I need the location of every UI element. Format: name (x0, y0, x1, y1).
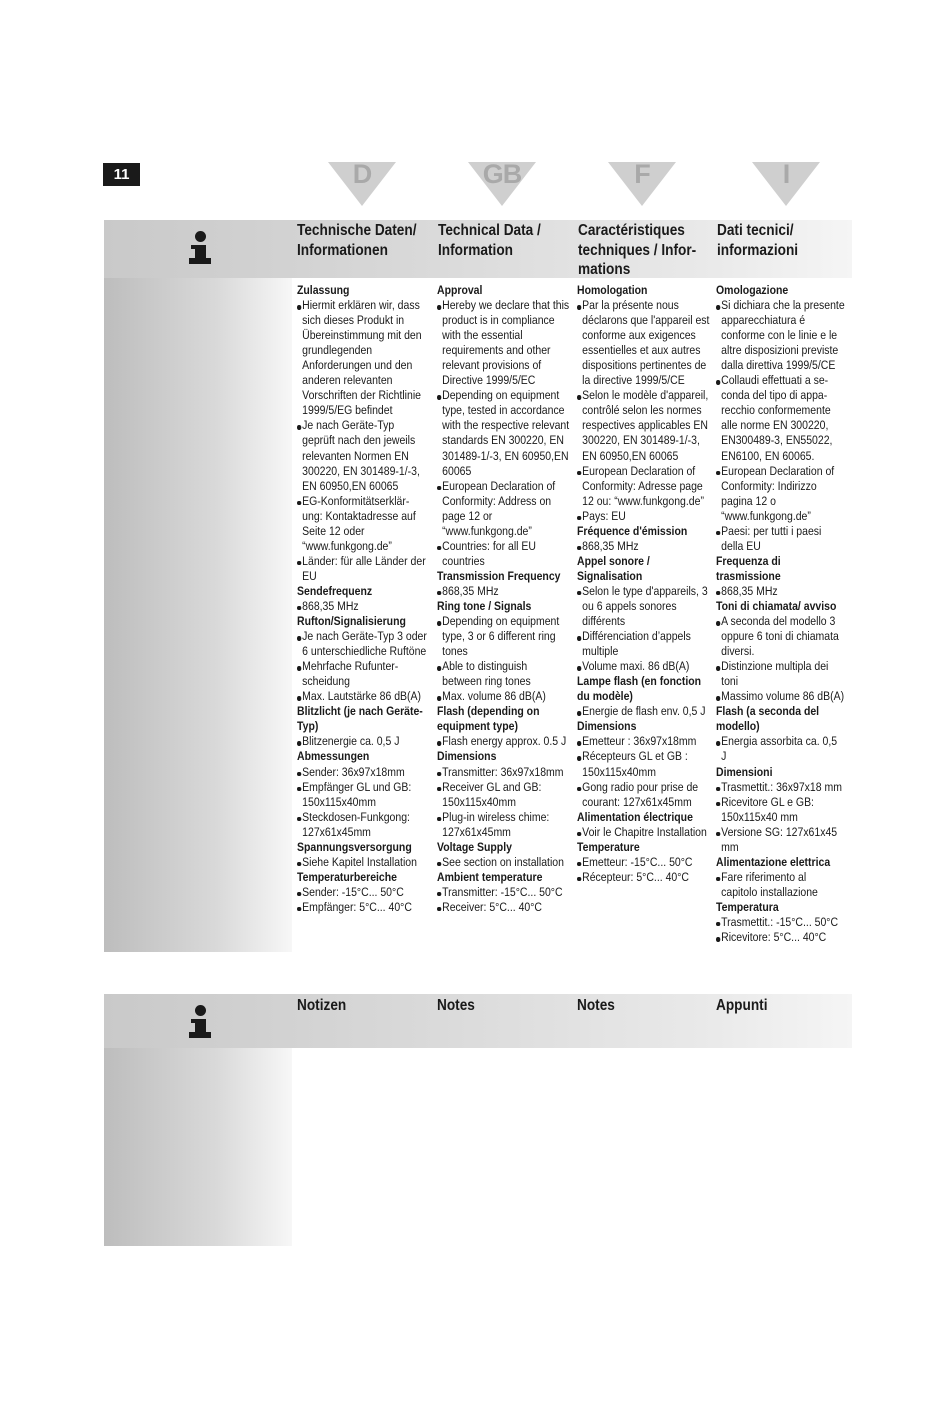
spec-item: Selon le modèle d'appareil, contrôlé selon les normes respectives applicables EN 300220, EN 301489-1/-3, EN 60950,EN 60065 (577, 388, 709, 463)
spec-item: EG-Konformitätserklär-ung: Kontaktadresse auf Seite 12 oder “www.funkgong.de” (297, 494, 429, 554)
section-heading: Homologation (577, 283, 648, 297)
spec-item: Distinzione multipla dei toni (716, 659, 845, 689)
spec-item: Empfänger GL und GB: 150x115x40mm (297, 780, 429, 810)
spec-item: Emetteur : 36x97x18mm (577, 734, 709, 749)
spec-item: Flash energy approx. 0.5 J (437, 734, 569, 749)
section-heading: Zulassung (297, 283, 350, 297)
language-code: D (352, 159, 372, 189)
tech-title-gb: Technical Data / Information (438, 222, 541, 259)
spec-item: Volume maxi. 86 dB(A) (577, 659, 709, 674)
section-heading: Ambient temperature (437, 869, 543, 884)
page-number: 11 (103, 163, 140, 186)
spec-item: Transmitter: 36x97x18mm (437, 765, 569, 780)
language-code: F (634, 159, 650, 189)
spec-item: Récepteurs GL et GB : 150x115x40mm (577, 749, 709, 779)
notes-side-band (104, 1048, 292, 1246)
spec-item: European Declaration of Conformity: Adresse page 12 ou: “www.funkgong.de” (577, 464, 709, 509)
spec-item: Par la présente nous déclarons que l'appareil est conforme aux exigences essentielles et aux autres dispositions pertinentes de la directive 1999/5/CE (577, 298, 709, 388)
section-heading: Temperaturbereiche (297, 869, 398, 884)
section-heading: Fréquence d'émission (577, 523, 688, 538)
spec-item: Steckdosen-Funkgong: 127x61x45mm (297, 810, 429, 840)
spec-item: Able to distinguish between ring tones (437, 659, 569, 689)
section-heading: Alimentazione elettrica (716, 854, 831, 869)
spec-item: Energia assorbita ca. 0,5 J (716, 734, 845, 764)
notes-title-d: Notizen (297, 997, 347, 1014)
tech-title-i: Dati tecnici/ informazioni (717, 222, 799, 259)
section-heading: Voltage Supply (437, 839, 512, 854)
spec-item: Transmitter: -15°C... 50°C (437, 885, 569, 900)
spec-item: Ricevitore: 5°C... 40°C (716, 930, 845, 945)
tech-column-gb (437, 283, 591, 915)
section-heading: Frequenza di trasmissione (716, 553, 781, 583)
section-heading: Rufton/Signalisierung (297, 614, 406, 629)
spec-item: 868,35 MHz (716, 584, 845, 599)
section-heading: Lampe flash (en fonction du modèle) (577, 674, 702, 704)
spec-item: Massimo volume 86 dB(A) (716, 689, 845, 704)
tech-column-d (297, 283, 451, 915)
spec-item: Trasmettit.: 36x97x18 mm (716, 780, 845, 795)
section-heading: Ring tone / Signals (437, 598, 532, 613)
section-heading: Approval (437, 283, 483, 297)
spec-item: European Declaration of Conformity: Address on page 12 or “www.funkgong.de” (437, 479, 569, 539)
section-heading: Temperatura (716, 899, 779, 914)
spec-item: Différenciation d’appels multiple (577, 629, 709, 659)
section-heading: Flash (depending on equipment type) (437, 704, 540, 734)
section-heading: Transmission Frequency (437, 568, 561, 583)
spec-item: Trasmettit.: -15°C... 50°C (716, 915, 845, 930)
spec-item: Sender: -15°C... 50°C (297, 885, 429, 900)
spec-item: Max. volume 86 dB(A) (437, 689, 569, 704)
spec-item: Voir le Chapitre Installation (577, 825, 709, 840)
spec-item: Empfänger: 5°C... 40°C (297, 900, 429, 915)
spec-item: European Declaration of Conformity: Indirizzo pagina 12 o “www.funkgong.de” (716, 464, 845, 524)
notes-title-f: Notes (577, 997, 615, 1014)
tech-column-i (716, 283, 866, 945)
section-heading: Dimensioni (716, 764, 773, 779)
spec-item: Plug-in wireless chime: 127x61x45mm (437, 810, 569, 840)
spec-item: Je nach Geräte-Typ geprüft nach den jeweils relevanten Normen EN 300220, EN 301489-1/-3, EN 60950,EN 60065 (297, 418, 429, 493)
tech-title-f: Caractéristiques techniques / Infor- mations (578, 222, 697, 278)
spec-item: Energie de flash env. 0,5 J (577, 704, 709, 719)
spec-item: Sender: 36x97x18mm (297, 765, 429, 780)
spec-item: Mehrfache Rufunter-scheidung (297, 659, 429, 689)
section-heading: Sendefrequenz (297, 583, 373, 598)
section-heading: Alimentation électrique (577, 809, 693, 824)
spec-item: Si dichiara che la presente apparecchiatura é conforme con le linie e le altre disposizioni previste dalla direttiva 1999/5/CE (716, 298, 845, 373)
spec-item: Hiermit erklären wir, dass sich dieses Produkt in Übereinstimmung mit den grundlegenden Anforderungen und den anderen relevanten Vorschriften der Richtlinie 1999/5/EG befindet (297, 298, 429, 418)
spec-item: Ricevitore GL e GB: 150x115x40 mm (716, 795, 845, 825)
tech-data-side-band (104, 278, 292, 952)
section-heading: Blitzlicht (je nach Geräte-Typ) (297, 704, 423, 734)
spec-item: Countries: for all EU countries (437, 539, 569, 569)
section-heading: Abmessungen (297, 749, 370, 764)
spec-item: Länder: für alle Länder der EU (297, 554, 429, 584)
spec-item: 868,35 MHz (577, 539, 709, 554)
spec-item: Receiver GL and GB: 150x115x40mm (437, 780, 569, 810)
section-heading: Toni di chiamata/ avviso (716, 598, 837, 613)
spec-item: Récepteur: 5°C... 40°C (577, 870, 709, 885)
notes-title-i: Appunti (716, 997, 768, 1014)
section-heading: Appel sonore / Signalisation (577, 553, 650, 583)
tech-title-d: Technische Daten/ Informationen (297, 222, 417, 259)
notes-title-gb: Notes (437, 997, 475, 1014)
spec-item: Receiver: 5°C... 40°C (437, 900, 569, 915)
tech-column-f (577, 283, 731, 885)
section-heading: Omologazione (716, 283, 789, 297)
section-heading: Dimensions (437, 749, 497, 764)
section-heading: Spannungsversorgung (297, 839, 412, 854)
spec-item: 868,35 MHz (437, 584, 569, 599)
spec-item: See section on installation (437, 855, 569, 870)
spec-item: Gong radio pour prise de courant: 127x61x45mm (577, 780, 709, 810)
section-heading: Flash (a seconda del modello) (716, 704, 820, 734)
spec-item: Selon le type d'appareils, 3 ou 6 appels sonores différents (577, 584, 709, 629)
spec-item: Fare riferimento al capitolo installazione (716, 870, 845, 900)
spec-item: Je nach Geräte-Typ 3 oder 6 unterschiedliche Ruftöne (297, 629, 429, 659)
language-code: GB (482, 159, 522, 189)
spec-item: Collaudi effettuati a se-conda del tipo di appa-recchio conformemente alle norme EN 300220, EN300489-3, EN55022, EN6100, EN 60065. (716, 373, 845, 463)
spec-item: Depending on equipment type, 3 or 6 different ring tones (437, 614, 569, 659)
spec-item: Depending on equipment type, tested in accordance with the respective relevant standards EN 300220, EN 301489-1/-3, EN 60950,EN 60065 (437, 388, 569, 478)
spec-item: 868,35 MHz (297, 599, 429, 614)
spec-item: Pays: EU (577, 509, 709, 524)
spec-item: Siehe Kapitel Installation (297, 855, 429, 870)
spec-item: Emetteur: -15°C... 50°C (577, 855, 709, 870)
spec-item: Max. Lautstärke 86 dB(A) (297, 689, 429, 704)
section-heading: Temperature (577, 839, 640, 854)
spec-item: Blitzenergie ca. 0,5 J (297, 734, 429, 749)
notes-panel (104, 994, 852, 1246)
spec-item: A seconda del modello 3 oppure 6 toni di chiamata diversi. (716, 614, 845, 659)
spec-item: Hereby we declare that this product is in compliance with the essential requirements and other relevant provisions of Directive 1999/5/EC (437, 298, 569, 388)
section-heading: Dimensions (577, 719, 637, 734)
language-code: I (782, 159, 790, 189)
spec-item: Paesi: per tutti i paesi della EU (716, 524, 845, 554)
spec-item: Versione SG: 127x61x45 mm (716, 825, 845, 855)
